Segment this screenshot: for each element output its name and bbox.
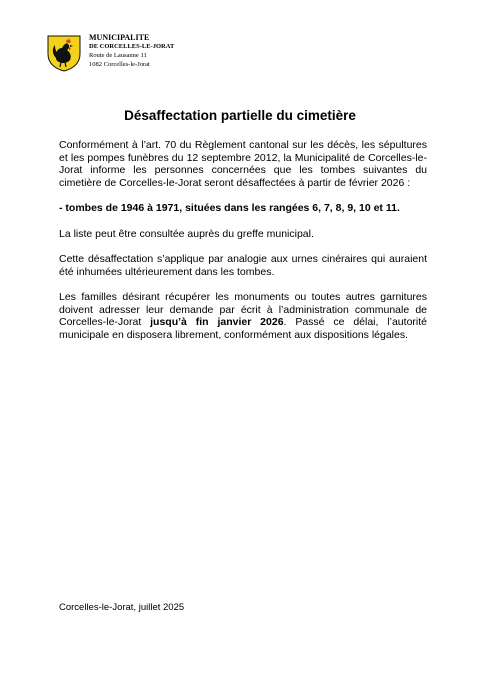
paragraph-5-deadline: jusqu’à fin janvier 2026: [150, 316, 284, 328]
letterhead: [46, 34, 266, 74]
rooster-crest-icon: [46, 34, 82, 72]
paragraph-2: - tombes de 1946 à 1971, situées dans les rangées 6, 7, 8, 9, 10 et 11.: [59, 202, 400, 214]
paragraph-5-start: Les familles désirant récupérer les monuments ou toutes autres garnitures doivent adresser leur demande par écrit à l’administration communale de Corcelles-le-Jorat: [59, 291, 427, 328]
address-line-1: Route de Lausanne 11: [89, 52, 147, 59]
document-title: Désaffectation partielle du cimetière: [124, 108, 356, 123]
municipality-name: MUNICIPALITE: [89, 33, 150, 42]
paragraph-1: Conformément à l’art. 70 du Règlement cantonal sur les décès, les sépultures et les pompes funèbres du 12 septembre 2012, la Municipalité de Corcelles-le-Jorat informe les personnes concernées que les tombes suivantes du cimetière de Corcelles-le-Jorat seront désaffectées à partir de février 2026 :: [59, 139, 427, 189]
document-body: [59, 139, 427, 354]
paragraph-4: Cette désaffectation s’applique par analogie aux urnes cinéraires qui auraient été inhumées ultérieurement dans les tombes.: [59, 253, 427, 278]
municipality-subtitle: DE CORCELLES-LE-JORAT: [89, 43, 175, 50]
paragraph-5: [59, 291, 427, 341]
address-line-2: 1082 Corcelles-le-Jorat: [89, 61, 150, 68]
place-date: Corcelles-le-Jorat, juillet 2025: [59, 602, 185, 613]
paragraph-3: La liste peut être consultée auprès du greffe municipal.: [59, 227, 314, 240]
paragraph-5-end: . Passé ce délai, l’autorité municipale en disposera librement, conformément aux dispositions légales.: [59, 316, 427, 341]
letterhead-text: [89, 34, 174, 69]
